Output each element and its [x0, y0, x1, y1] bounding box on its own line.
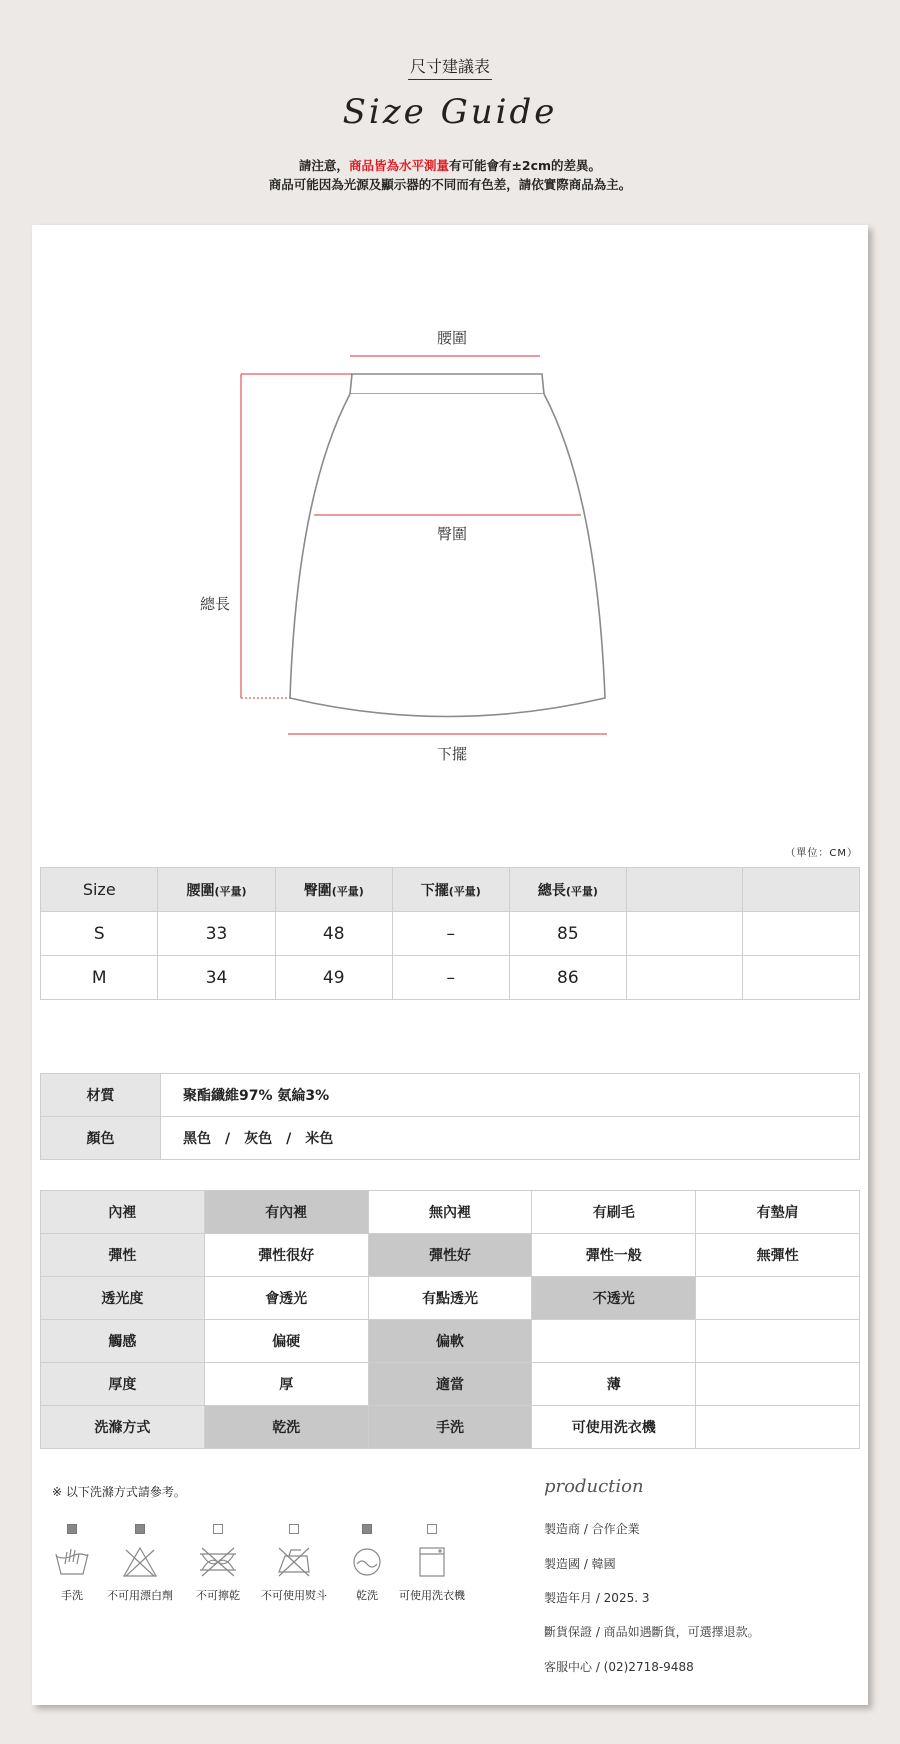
header-waist: 腰圍(平量)	[158, 868, 275, 912]
care-item	[254, 1524, 334, 1603]
feature-option: 有刷毛	[532, 1191, 696, 1234]
color-label: 顏色	[41, 1117, 161, 1160]
care-checkbox	[67, 1524, 77, 1534]
manufacturer-info: 製造商 / 合作企業	[544, 1522, 640, 1536]
table-cell: S	[41, 912, 158, 956]
table-cell: 48	[275, 912, 392, 956]
size-table	[40, 867, 860, 1000]
care-note: ※ 以下洗滌方式請參考。	[52, 1485, 186, 1499]
header-empty	[743, 868, 860, 912]
care-item	[178, 1524, 258, 1603]
care-checkbox	[135, 1524, 145, 1534]
table-cell: 85	[509, 912, 626, 956]
feature-label: 內裡	[41, 1191, 205, 1234]
feature-option	[696, 1363, 860, 1406]
feature-option: 無內裡	[368, 1191, 532, 1234]
table-cell	[743, 912, 860, 956]
feature-row	[41, 1191, 860, 1234]
page-subtitle: 尺寸建議表	[0, 54, 900, 80]
feature-table	[40, 1190, 860, 1449]
feature-row	[41, 1363, 860, 1406]
no-wring-icon	[178, 1544, 258, 1580]
feature-option	[696, 1406, 860, 1449]
feature-option: 薄	[532, 1363, 696, 1406]
care-item	[392, 1524, 472, 1603]
header-hem: 下擺(平量)	[392, 868, 509, 912]
feature-option	[696, 1277, 860, 1320]
table-cell	[626, 912, 743, 956]
care-checkbox	[427, 1524, 437, 1534]
header-size: Size	[41, 868, 158, 912]
header-hip: 臀圍(平量)	[275, 868, 392, 912]
feature-option: 乾洗	[204, 1406, 368, 1449]
table-cell: 86	[509, 956, 626, 1000]
feature-option: 手洗	[368, 1406, 532, 1449]
feature-option: 會透光	[204, 1277, 368, 1320]
feature-label: 觸感	[41, 1320, 205, 1363]
material-label: 材質	[41, 1074, 161, 1117]
no-bleach-icon	[100, 1544, 180, 1580]
table-cell	[743, 956, 860, 1000]
skirt-outline-icon	[290, 374, 605, 717]
unit-label: （單位：CM）	[785, 848, 858, 859]
feature-option: 厚	[204, 1363, 368, 1406]
feature-option: 有點透光	[368, 1277, 532, 1320]
measurement-notice: 請注意，商品皆為水平測量有可能會有±2cm的差異。 商品可能因為光源及顯示器的不同而有色差，請依實際商品為主。	[268, 158, 632, 192]
production-title: production	[544, 1476, 644, 1497]
no-iron-icon	[254, 1544, 334, 1580]
table-cell: M	[41, 956, 158, 1000]
feature-row	[41, 1320, 860, 1363]
table-cell: 34	[158, 956, 275, 1000]
table-cell: 33	[158, 912, 275, 956]
waist-label: 腰圍	[437, 329, 468, 347]
care-item	[100, 1524, 180, 1603]
date-info: 製造年月 / 2025. 3	[544, 1591, 650, 1605]
length-label: 總長	[200, 595, 231, 613]
hip-label: 臀圍	[437, 525, 468, 543]
feature-label: 洗滌方式	[41, 1406, 205, 1449]
skirt-diagram	[32, 225, 868, 785]
feature-row	[41, 1277, 860, 1320]
table-cell	[626, 956, 743, 1000]
table-row	[41, 912, 860, 956]
feature-option: 彈性一般	[532, 1234, 696, 1277]
care-checkbox	[362, 1524, 372, 1534]
care-label: 乾洗	[356, 1589, 378, 1602]
service-info: 客服中心 / (02)2718-9488	[544, 1660, 694, 1674]
feature-option: 有墊肩	[696, 1191, 860, 1234]
table-row	[41, 956, 860, 1000]
table-cell: –	[392, 912, 509, 956]
table-cell: 49	[275, 956, 392, 1000]
care-label: 可使用洗衣機	[399, 1589, 465, 1602]
material-table	[40, 1073, 860, 1160]
feature-option	[696, 1320, 860, 1363]
header-empty	[626, 868, 743, 912]
feature-option: 適當	[368, 1363, 532, 1406]
care-checkbox	[213, 1524, 223, 1534]
care-label: 不可使用熨斗	[261, 1589, 327, 1602]
color-value: 黑色 / 灰色 / 米色	[161, 1117, 860, 1160]
care-label: 手洗	[61, 1589, 83, 1602]
size-table-header	[41, 868, 860, 912]
notice-highlight: 商品皆為水平測量	[348, 158, 449, 173]
feature-option: 可使用洗衣機	[532, 1406, 696, 1449]
care-checkbox	[289, 1524, 299, 1534]
feature-option: 有內裡	[204, 1191, 368, 1234]
color-row	[41, 1117, 860, 1160]
feature-label: 透光度	[41, 1277, 205, 1320]
washing-machine-icon	[392, 1544, 472, 1580]
header-length: 總長(平量)	[509, 868, 626, 912]
feature-option: 偏軟	[368, 1320, 532, 1363]
feature-row	[41, 1234, 860, 1277]
feature-option: 不透光	[532, 1277, 696, 1320]
material-row	[41, 1074, 860, 1117]
guarantee-info: 斷貨保證 / 商品如遇斷貨，可選擇退款。	[544, 1625, 760, 1639]
feature-option: 彈性好	[368, 1234, 532, 1277]
hem-label: 下擺	[437, 745, 468, 763]
page-title: Size Guide	[342, 92, 558, 132]
feature-option: 彈性很好	[204, 1234, 368, 1277]
feature-row	[41, 1406, 860, 1449]
feature-option: 無彈性	[696, 1234, 860, 1277]
country-info: 製造國 / 韓國	[544, 1557, 616, 1571]
feature-label: 厚度	[41, 1363, 205, 1406]
feature-option	[532, 1320, 696, 1363]
feature-label: 彈性	[41, 1234, 205, 1277]
feature-option: 偏硬	[204, 1320, 368, 1363]
table-cell: –	[392, 956, 509, 1000]
material-value: 聚酯纖維97% 氨綸3%	[161, 1074, 860, 1117]
care-label: 不可擰乾	[196, 1589, 240, 1602]
care-label: 不可用漂白劑	[107, 1589, 173, 1602]
